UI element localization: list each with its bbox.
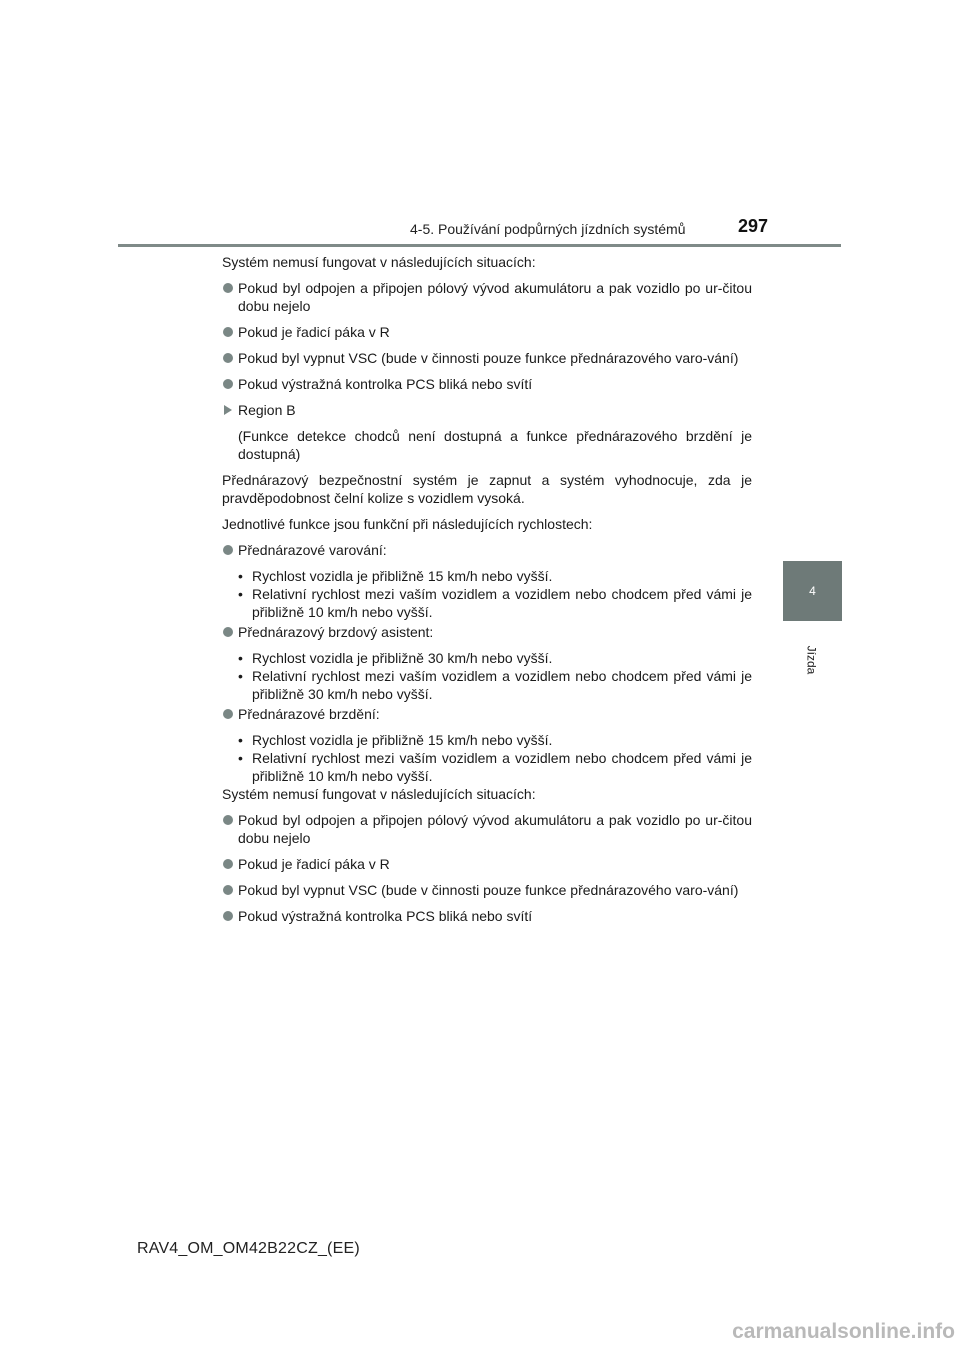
function-block [222,541,752,621]
list-item: Pokud byl odpojen a připojen pólový vývod akumulátoru a pak vozidlo po ur-čitou dobu nejelo [222,279,752,315]
condition-list [222,279,752,393]
condition-item: • Relativní rychlost mezi vaším vozidlem a vozidlem nebo chodcem před vámi je přibližně 30 km/h nebo vyšší. [238,668,752,702]
triangle-right-icon [224,405,232,415]
condition-item: • Rychlost vozidla je přibližně 30 km/h nebo vyšší. [238,650,553,666]
bullet-dot-icon [223,911,233,921]
function-title: Přednárazový brzdový asistent: [222,623,752,641]
list-item: Pokud výstražná kontrolka PCS bliká nebo svítí [222,375,752,393]
bullet-dot-icon [223,327,233,337]
list-item: Pokud je řadicí páka v R [222,323,752,341]
condition-item: • Relativní rychlost mezi vaším vozidlem a vozidlem nebo chodcem před vámi je přibližně 10 km/h nebo vyšší. [238,586,752,620]
bullet-dot-icon [223,859,233,869]
function-block [222,705,752,785]
condition-list [222,811,752,925]
condition-item: • Relativní rychlost mezi vaším vozidlem a vozidlem nebo chodcem před vámi je přibližně 10 km/h nebo vyšší. [238,750,752,784]
chapter-label [780,640,842,680]
page-content [222,253,752,933]
bullet-dot-icon [223,379,233,389]
list-item: Pokud výstražná kontrolka PCS bliká nebo svítí [222,907,752,925]
system-description: Přednárazový bezpečnostní systém je zapnut a systém vyhodnocuje, zda je pravděpodobnost čelní kolize s vozidlem vysoká. [222,472,752,506]
list-item: Pokud byl vypnut VSC (bude v činnosti pouze funkce přednárazového varo-vání) [222,349,752,367]
region-note: (Funkce detekce chodců není dostupná a funkce přednárazového brzdění je dostupná) [238,428,752,462]
chapter-label-text: Jízda [804,645,818,675]
function-title: Přednárazové brzdění: [222,705,752,723]
page-number: 297 [738,216,769,236]
chapter-number: 4 [809,584,816,598]
chapter-tab [783,561,842,621]
condition-item: • Rychlost vozidla je přibližně 15 km/h nebo vyšší. [238,568,553,584]
bullet-dot-icon [223,545,233,555]
bullet-dot-icon [223,283,233,293]
list-item: Pokud byl vypnut VSC (bude v činnosti pouze funkce přednárazového varo-vání) [222,881,752,899]
speed-intro: Jednotlivé funkce jsou funkční při následujících rychlostech: [222,516,593,532]
bullet-dot-icon [223,353,233,363]
bullet-dot-icon [223,709,233,719]
bullet-dot-icon [223,627,233,637]
bullet-dot-icon [223,815,233,825]
function-block [222,623,752,703]
intro-text: Systém nemusí fungovat v následujících situacích: [222,786,536,802]
bullet-dot-icon [223,885,233,895]
list-item: Pokud je řadicí páka v R [222,855,752,873]
document-id: RAV4_OM_OM42B22CZ_(EE) [137,1240,360,1257]
condition-item: • Rychlost vozidla je přibližně 15 km/h nebo vyšší. [238,732,553,748]
watermark: carmanualsonline.info [732,1320,955,1343]
intro-text: Systém nemusí fungovat v následujících situacích: [222,254,536,270]
region-heading: Region B [222,401,752,419]
section-title: 4-5. Používání podpůrných jízdních systémů [410,221,686,237]
list-item: Pokud byl odpojen a připojen pólový vývod akumulátoru a pak vozidlo po ur-čitou dobu nejelo [222,811,752,847]
header-divider [118,244,841,247]
function-title: Přednárazové varování: [222,541,752,559]
